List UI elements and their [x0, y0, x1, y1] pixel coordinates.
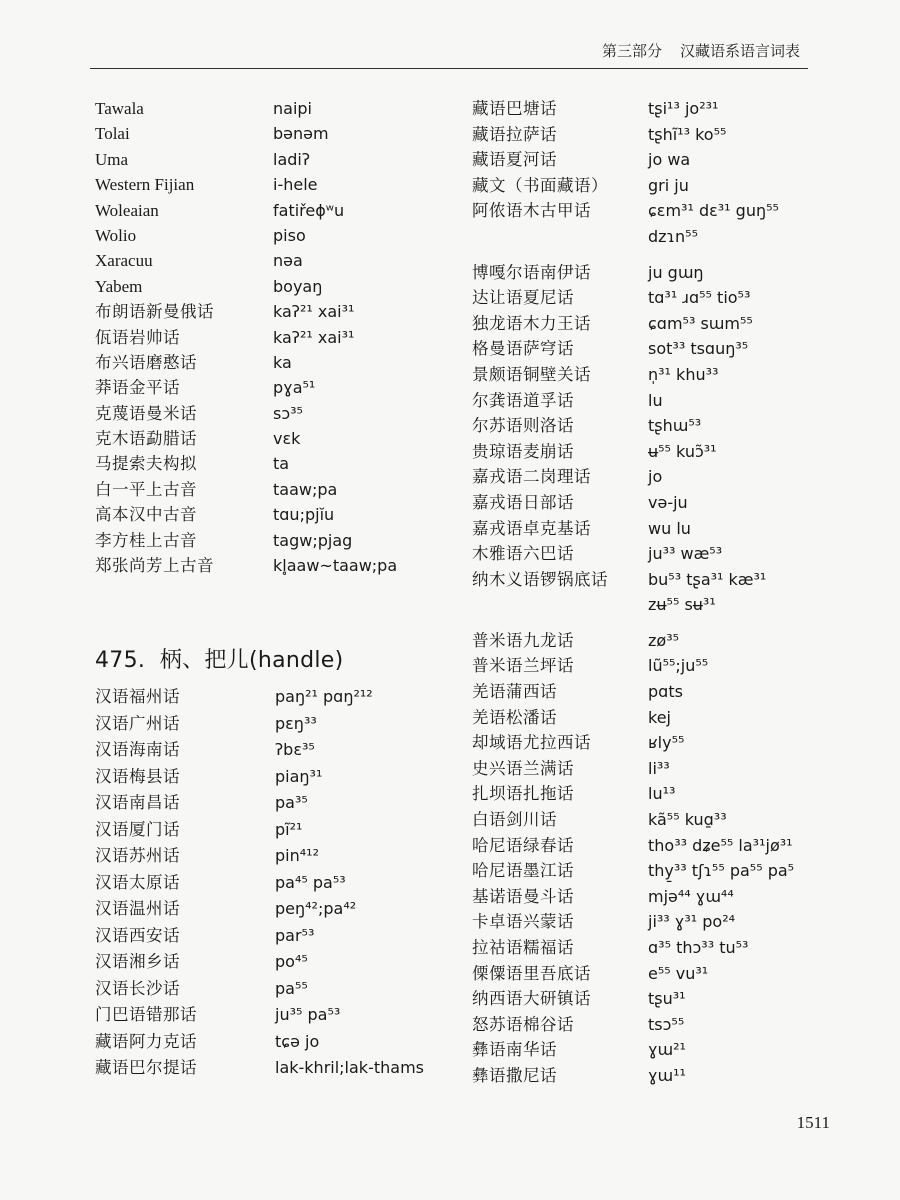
language-name: 格曼语萨穹话 — [472, 339, 574, 359]
word-form: mjə⁴⁴ ɣɯ⁴⁴ — [648, 886, 734, 906]
language-name: 白语剑川话 — [472, 810, 557, 830]
entry-row — [472, 541, 852, 567]
language-name: 克蔑语曼米话 — [95, 403, 197, 423]
language-name: 扎坝语扎拖话 — [472, 784, 574, 804]
entry-row — [472, 173, 852, 199]
entry-row — [472, 567, 852, 593]
language-name: 怒苏语棉谷话 — [472, 1014, 574, 1034]
language-name: 布兴语磨憨话 — [95, 352, 197, 372]
language-name: Uma — [95, 149, 129, 169]
word-form: tagw;pjag — [273, 530, 353, 550]
entry-row — [95, 923, 455, 950]
word-form: zʉ⁵⁵ sʉ³¹ — [648, 595, 716, 615]
word-form: pɛŋ³³ — [275, 713, 317, 733]
language-name: 汉语西安话 — [95, 925, 180, 945]
language-name: 木雅语六巴话 — [472, 544, 574, 564]
language-name: 嘉戎语日部话 — [472, 492, 574, 512]
word-form: sot³³ tsɑuŋ³⁵ — [648, 339, 749, 359]
word-form: ji³³ ɣ³¹ po²⁴ — [648, 912, 736, 932]
language-name: Yabem — [95, 276, 143, 296]
section-title: 柄、把儿(handle) — [159, 648, 344, 673]
language-name: 藏语阿力克话 — [95, 1031, 197, 1051]
language-name: 博嘎尔语南伊话 — [472, 262, 591, 282]
word-form: ɣɯ²¹ — [648, 1040, 686, 1060]
language-name: 羌语蒲西话 — [472, 682, 557, 702]
word-form: ladiʔ — [273, 149, 311, 169]
entry-row — [95, 553, 455, 578]
entry-row — [472, 592, 852, 618]
entry-row — [95, 528, 455, 553]
entry-row — [95, 198, 455, 223]
word-form: vɛk — [273, 429, 301, 449]
word-form: pa⁴⁵ pa⁵³ — [275, 872, 346, 892]
language-name: 汉语长沙话 — [95, 978, 180, 998]
language-name: 纳西语大研镇话 — [472, 989, 591, 1009]
entry-row — [472, 986, 852, 1012]
word-form: naipi — [273, 99, 312, 118]
entry-row — [95, 223, 455, 248]
entry-row — [95, 737, 455, 764]
word-form: i-hele — [273, 175, 318, 195]
language-name: 哈尼语墨江话 — [472, 861, 574, 881]
word-form: boyaŋ — [273, 276, 323, 296]
word-form: pa⁵⁵ — [275, 978, 308, 998]
language-name: Tawala — [95, 99, 144, 118]
word-form: peŋ⁴²;pa⁴² — [275, 899, 357, 918]
word-form: ʔbɛ³⁵ — [275, 740, 315, 759]
word-form: piaŋ³¹ — [275, 766, 323, 786]
language-name: 白一平上古音 — [95, 479, 197, 499]
word-form: ju gɯŋ — [648, 262, 704, 282]
entry-row — [95, 949, 455, 976]
entry-row — [472, 198, 852, 224]
word-form: po⁴⁵ — [275, 952, 308, 971]
entry-row — [472, 935, 852, 961]
word-form: ka — [273, 352, 292, 372]
language-name: 却域语尤拉西话 — [472, 733, 591, 753]
word-form: ju³³ wæ⁵³ — [648, 544, 723, 564]
word-form: tɑ³¹ ɹɑ⁵⁵ tio⁵³ — [648, 288, 751, 308]
word-form: kaʔ²¹ xai³¹ — [273, 327, 355, 347]
word-form: jo wa — [648, 150, 691, 170]
language-name: 佤语岩帅话 — [95, 327, 180, 347]
entry-row — [95, 248, 455, 273]
entry-row — [95, 502, 455, 527]
word-form: n̩³¹ khu³³ — [648, 364, 719, 384]
language-name: 马提索夫构拟 — [95, 454, 197, 474]
word-form: thy̱³³ tʃɿ⁵⁵ pa⁵⁵ pa⁵ — [648, 861, 795, 881]
word-form: gri ju — [648, 175, 689, 195]
language-name: 哈尼语绿春话 — [472, 835, 574, 855]
running-header — [0, 40, 800, 61]
word-form: ɕɑm⁵³ sɯm⁵⁵ — [648, 313, 753, 333]
language-name: 拉祜语糯福话 — [472, 938, 574, 957]
language-name: 汉语梅县话 — [95, 766, 180, 786]
header-part: 第三部分 — [601, 42, 662, 60]
entry-row — [95, 121, 455, 146]
entry-row — [472, 1037, 852, 1063]
language-name: 基诺语曼斗话 — [472, 886, 574, 906]
language-name: 藏文（书面藏语） — [472, 175, 608, 195]
language-name: Wolio — [95, 225, 137, 245]
entry-row — [95, 299, 455, 324]
word-form: bənəm — [273, 124, 329, 144]
entry-row — [95, 1055, 455, 1082]
entry-row — [95, 274, 455, 299]
entry-row — [95, 843, 455, 870]
word-form: tʂhɯ⁵³ — [648, 416, 702, 436]
entry-row — [472, 833, 852, 859]
language-name: 藏语拉萨话 — [472, 124, 557, 144]
language-name: 汉语厦门话 — [95, 819, 180, 839]
section-heading — [95, 643, 344, 674]
language-name: Tolai — [95, 124, 130, 144]
left-column-top — [95, 96, 455, 578]
language-name: 尔苏语则洛话 — [472, 416, 574, 436]
entry-row — [472, 730, 852, 756]
entry-row — [472, 464, 852, 490]
language-name: 汉语海南话 — [95, 740, 180, 759]
word-form: paŋ²¹ pɑŋ²¹² — [275, 687, 373, 706]
word-form: tsɔ⁵⁵ — [648, 1014, 685, 1034]
language-name: 普米语兰坪话 — [472, 656, 574, 676]
entry-row — [95, 764, 455, 791]
entry-row — [95, 325, 455, 350]
language-name: 阿侬语木古甲话 — [472, 201, 591, 221]
word-form: tʂi¹³ jo²³¹ — [648, 99, 719, 118]
language-name: 汉语南昌话 — [95, 793, 180, 812]
entry-row — [472, 1063, 852, 1089]
language-name: 门巴语错那话 — [95, 1005, 197, 1024]
entry-row — [95, 147, 455, 172]
entry-row — [95, 896, 455, 923]
word-form: zø³⁵ — [648, 630, 680, 650]
word-form: lak-khril;lak-thams — [275, 1058, 424, 1077]
entry-row — [95, 401, 455, 426]
entry-row — [472, 781, 852, 807]
entry-row — [95, 711, 455, 738]
language-name: 贵琼语麦崩话 — [472, 441, 574, 461]
entry-row — [472, 388, 852, 414]
language-name: 尔龚语道孚话 — [472, 390, 574, 410]
word-form: tho³³ dʑe⁵⁵ la³¹jø³¹ — [648, 835, 793, 855]
word-form: kej — [648, 707, 671, 727]
entry-row — [95, 477, 455, 502]
language-name: 彝语撒尼话 — [472, 1065, 557, 1085]
header-title: 汉藏语系语言词表 — [679, 42, 800, 60]
word-form: kl̥aaw~taaw;pa — [273, 556, 398, 576]
language-name: 卡卓语兴蒙话 — [472, 912, 574, 932]
header-rule — [90, 68, 808, 69]
entry-row — [472, 224, 852, 250]
entry-row — [472, 260, 852, 286]
entry-row — [95, 375, 455, 400]
word-form: pa³⁵ — [275, 793, 308, 812]
right-column — [472, 96, 852, 1089]
section-number: 475. — [95, 648, 146, 673]
language-name: 莽语金平话 — [95, 378, 180, 398]
page-number: 1511 — [796, 1113, 830, 1132]
word-form: wu lu — [648, 518, 691, 538]
word-form: lu¹³ — [648, 784, 676, 804]
entry-row — [95, 790, 455, 817]
language-name: 羌语松潘话 — [472, 707, 557, 727]
word-form: par⁵³ — [275, 925, 315, 945]
language-name: Woleaian — [95, 200, 159, 220]
entry-row — [472, 490, 852, 516]
word-form: fatiřeɸʷu — [273, 200, 345, 220]
word-form: tɕə jo — [275, 1031, 320, 1051]
left-column-bottom — [95, 684, 455, 1082]
language-name: 汉语温州话 — [95, 899, 180, 918]
word-form: lũ⁵⁵;ju⁵⁵ — [648, 656, 709, 676]
word-form: və-ju — [648, 492, 688, 512]
entry-row — [95, 451, 455, 476]
language-name: 汉语苏州话 — [95, 846, 180, 865]
language-name: 郑张尚芳上古音 — [95, 556, 214, 576]
language-name: 汉语广州话 — [95, 713, 180, 733]
entry-row — [95, 172, 455, 197]
entry-row — [472, 285, 852, 311]
entry-row — [472, 858, 852, 884]
word-form: jo — [648, 467, 663, 487]
entry-row — [472, 807, 852, 833]
language-name: 高本汉中古音 — [95, 505, 197, 525]
entry-row — [95, 870, 455, 897]
entry-row — [472, 439, 852, 465]
language-name: 达让语夏尼话 — [472, 288, 574, 308]
entry-row — [472, 909, 852, 935]
word-form: ɕɛm³¹ dɛ³¹ guŋ⁵⁵ — [648, 201, 779, 221]
word-form: tʂu³¹ — [648, 989, 686, 1009]
word-form: bu⁵³ tʂa³¹ kæ³¹ — [648, 569, 767, 589]
word-form: ɑ³⁵ thɔ³³ tu⁵³ — [648, 938, 749, 957]
entry-row — [472, 413, 852, 439]
language-name: 汉语福州话 — [95, 687, 180, 706]
language-name: 嘉戎语二岗理话 — [472, 467, 591, 487]
word-form: tɑu;pjĭu — [273, 505, 335, 525]
word-form: lu — [648, 390, 663, 410]
entry-row — [472, 311, 852, 337]
language-name: 傈僳语里吾底话 — [472, 963, 591, 983]
word-form: pɣa⁵¹ — [273, 378, 316, 398]
language-name: 独龙语木力王话 — [472, 313, 591, 333]
entry-row — [472, 362, 852, 388]
word-form: kã⁵⁵ kuɑ̱³³ — [648, 810, 727, 830]
word-form: tʂhĩ¹³ ko⁵⁵ — [648, 124, 727, 144]
word-form: ɣɯ¹¹ — [648, 1065, 686, 1085]
entry-row — [472, 884, 852, 910]
word-form: ta — [273, 454, 290, 474]
entry-row — [472, 628, 852, 654]
word-form: taaw;pa — [273, 479, 338, 499]
language-name: 景颇语铜壁关话 — [472, 364, 591, 384]
word-form: pɑts — [648, 682, 683, 702]
entry-row — [472, 147, 852, 173]
language-name: 克木语勐腊话 — [95, 429, 197, 449]
word-form: pĩ²¹ — [275, 819, 303, 839]
entry-row — [95, 976, 455, 1003]
word-form: li³³ — [648, 758, 670, 778]
language-name: 藏语夏河话 — [472, 150, 557, 170]
language-name: 布朗语新曼俄话 — [95, 302, 214, 322]
entry-row — [95, 1002, 455, 1029]
language-name: 藏语巴尔提话 — [95, 1058, 197, 1077]
entry-row — [472, 96, 852, 122]
language-name: 汉语太原话 — [95, 872, 180, 892]
word-form: sɔ³⁵ — [273, 403, 303, 423]
entry-row — [472, 756, 852, 782]
word-form: nəa — [273, 251, 303, 271]
language-name: 汉语湘乡话 — [95, 952, 180, 971]
word-form: ju³⁵ pa⁵³ — [275, 1005, 341, 1024]
word-form: ʁly⁵⁵ — [648, 733, 685, 753]
language-name: 嘉戎语卓克基话 — [472, 518, 591, 538]
language-name: 史兴语兰满话 — [472, 758, 574, 778]
entry-row — [472, 679, 852, 705]
language-name: 藏语巴塘话 — [472, 99, 557, 118]
entry-row — [472, 653, 852, 679]
entry-row — [95, 426, 455, 451]
language-name: 普米语九龙话 — [472, 630, 574, 650]
word-form: e⁵⁵ vu³¹ — [648, 963, 709, 983]
entry-row — [95, 96, 455, 121]
entry-row — [95, 817, 455, 844]
word-form: dzɿn⁵⁵ — [648, 226, 699, 246]
entry-row — [472, 122, 852, 148]
word-form: piso — [273, 225, 306, 245]
language-name: Xaracuu — [95, 251, 153, 271]
entry-row — [472, 705, 852, 731]
entry-row — [472, 961, 852, 987]
word-form: kaʔ²¹ xai³¹ — [273, 302, 355, 322]
language-name: 纳木义语锣锅底话 — [472, 569, 608, 589]
language-name: 李方桂上古音 — [95, 530, 197, 550]
entry-row — [95, 1029, 455, 1056]
entry-row — [472, 1012, 852, 1038]
entry-row — [472, 336, 852, 362]
language-name: Western Fijian — [95, 175, 195, 195]
entry-row — [95, 684, 455, 711]
word-form: ʉ⁵⁵ kuɔ̃³¹ — [648, 441, 717, 461]
entry-row — [472, 516, 852, 542]
language-name: 彝语南华话 — [472, 1040, 557, 1060]
entry-row — [95, 350, 455, 375]
word-form: pin⁴¹² — [275, 846, 319, 865]
